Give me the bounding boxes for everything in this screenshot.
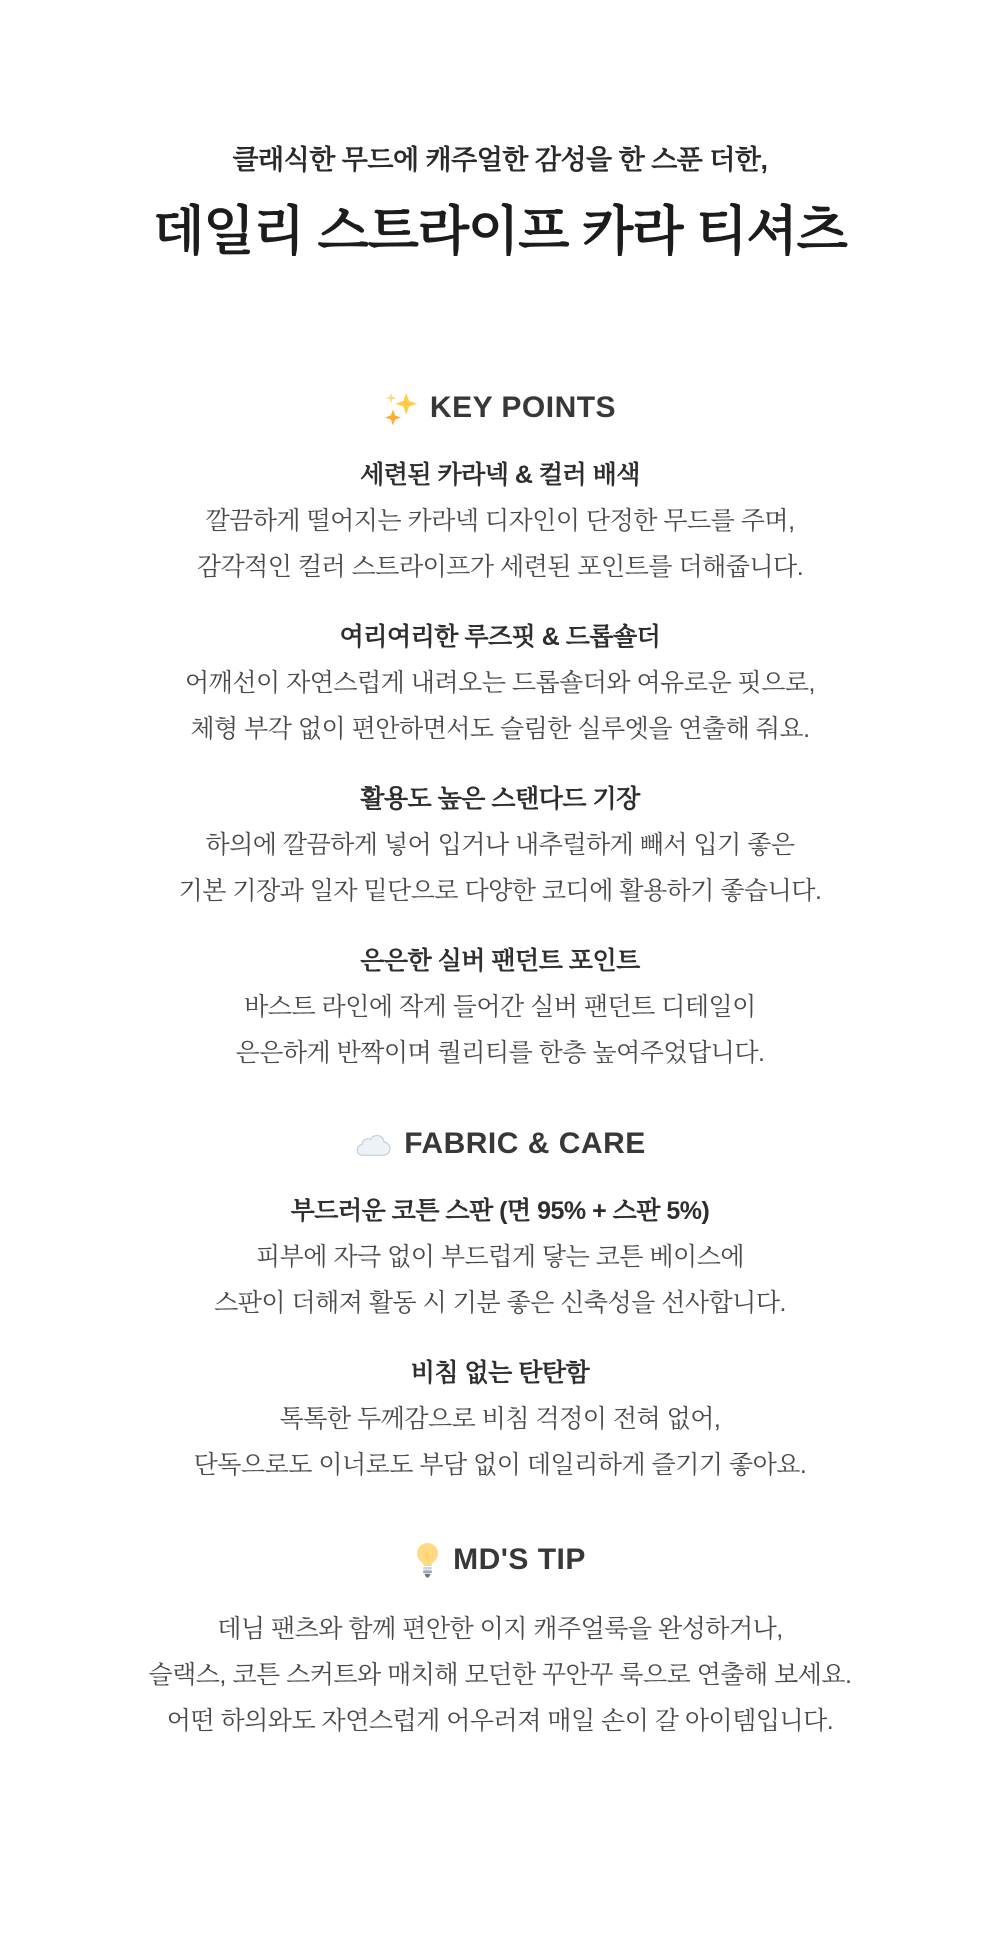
- md-tip-body: [0, 1606, 1000, 1744]
- feature-line: 하의에 깔끔하게 넣어 입거나 내추럴하게 빼서 입기 좋은: [205, 831, 795, 859]
- md-tip-heading-label: MD'S TIP: [453, 1543, 586, 1576]
- key-points-heading-label: KEY POINTS: [429, 391, 617, 424]
- product-title: 데일리 스트라이프 카라 티셔츠: [153, 202, 847, 261]
- key-points-heading: [0, 388, 1000, 428]
- feature-body: [0, 1234, 1000, 1326]
- tip-line: 어떤 하의와도 자연스럽게 어우러져 매일 손이 갈 아이템입니다.: [166, 1707, 834, 1735]
- md-tip-heading: [0, 1540, 1000, 1580]
- feature-line: 기본 기장과 일자 밑단으로 다양한 코디에 활용하기 좋습니다.: [178, 877, 822, 905]
- feature-line: 어깨선이 자연스럽게 내려오는 드롭숄더와 여유로운 핏으로,: [185, 669, 815, 697]
- tip-line: 슬랙스, 코튼 스커트와 매치해 모던한 꾸안꾸 룩으로 연출해 보세요.: [148, 1661, 852, 1689]
- feature-body: [0, 1396, 1000, 1488]
- feature-line: 피부에 자극 없이 부드럽게 닿는 코튼 베이스에: [255, 1243, 745, 1271]
- section-md-tip: [0, 1540, 1000, 1744]
- feature-line: 스판이 더해져 활동 시 기분 좋은 신축성을 선사합니다.: [214, 1289, 786, 1317]
- feature-title: 세련된 카라넥 & 컬러 배색: [360, 461, 640, 489]
- feature-line: 체형 부각 없이 편안하면서도 슬림한 실루엣을 연출해 줘요.: [190, 715, 810, 743]
- feature-line: 톡톡한 두께감으로 비침 걱정이 전혀 없어,: [279, 1405, 721, 1433]
- feature-title: 활용도 높은 스탠다드 기장: [360, 785, 640, 813]
- feature-silver-pendant: [0, 944, 1000, 1076]
- feature-body: [0, 984, 1000, 1076]
- feature-standard-length: [0, 782, 1000, 914]
- feature-title: 부드러운 코튼 스판 (면 95% + 스판 5%): [290, 1197, 710, 1225]
- light-bulb-icon: [414, 1542, 441, 1578]
- product-subtitle: 클래식한 무드에 캐주얼한 감성을 한 스푼 더한,: [232, 145, 768, 175]
- feature-loose-fit: [0, 620, 1000, 752]
- tip-line: 데님 팬츠와 함께 편안한 이지 캐주얼룩을 완성하거나,: [217, 1615, 783, 1643]
- feature-line: 깔끔하게 떨어지는 카라넥 디자인이 단정한 무드를 주며,: [205, 507, 795, 535]
- feature-opacity: [0, 1356, 1000, 1488]
- feature-line: 은은하게 반짝이며 퀄리티를 한층 높여주었답니다.: [235, 1039, 765, 1067]
- feature-collar-color: [0, 458, 1000, 590]
- cloud-icon: [354, 1131, 392, 1158]
- feature-title: 은은한 실버 팬던트 포인트: [360, 947, 640, 975]
- feature-body: [0, 660, 1000, 752]
- sparkles-icon: [384, 391, 418, 425]
- feature-title: 비침 없는 탄탄함: [410, 1359, 590, 1387]
- fabric-care-heading-label: FABRIC & CARE: [404, 1127, 646, 1160]
- feature-body: [0, 498, 1000, 590]
- section-fabric-care: [0, 1124, 1000, 1488]
- feature-cotton-span: [0, 1194, 1000, 1326]
- feature-title: 여리여리한 루즈핏 & 드롭숄더: [339, 623, 661, 651]
- feature-line: 바스트 라인에 작게 들어간 실버 팬던트 디테일이: [244, 993, 756, 1021]
- feature-line: 단독으로도 이너로도 부담 없이 데일리하게 즐기기 좋아요.: [193, 1451, 807, 1479]
- section-key-points: [0, 388, 1000, 1076]
- fabric-care-heading: [0, 1124, 1000, 1164]
- feature-body: [0, 822, 1000, 914]
- feature-line: 감각적인 컬러 스트라이프가 세련된 포인트를 더해줍니다.: [196, 553, 804, 581]
